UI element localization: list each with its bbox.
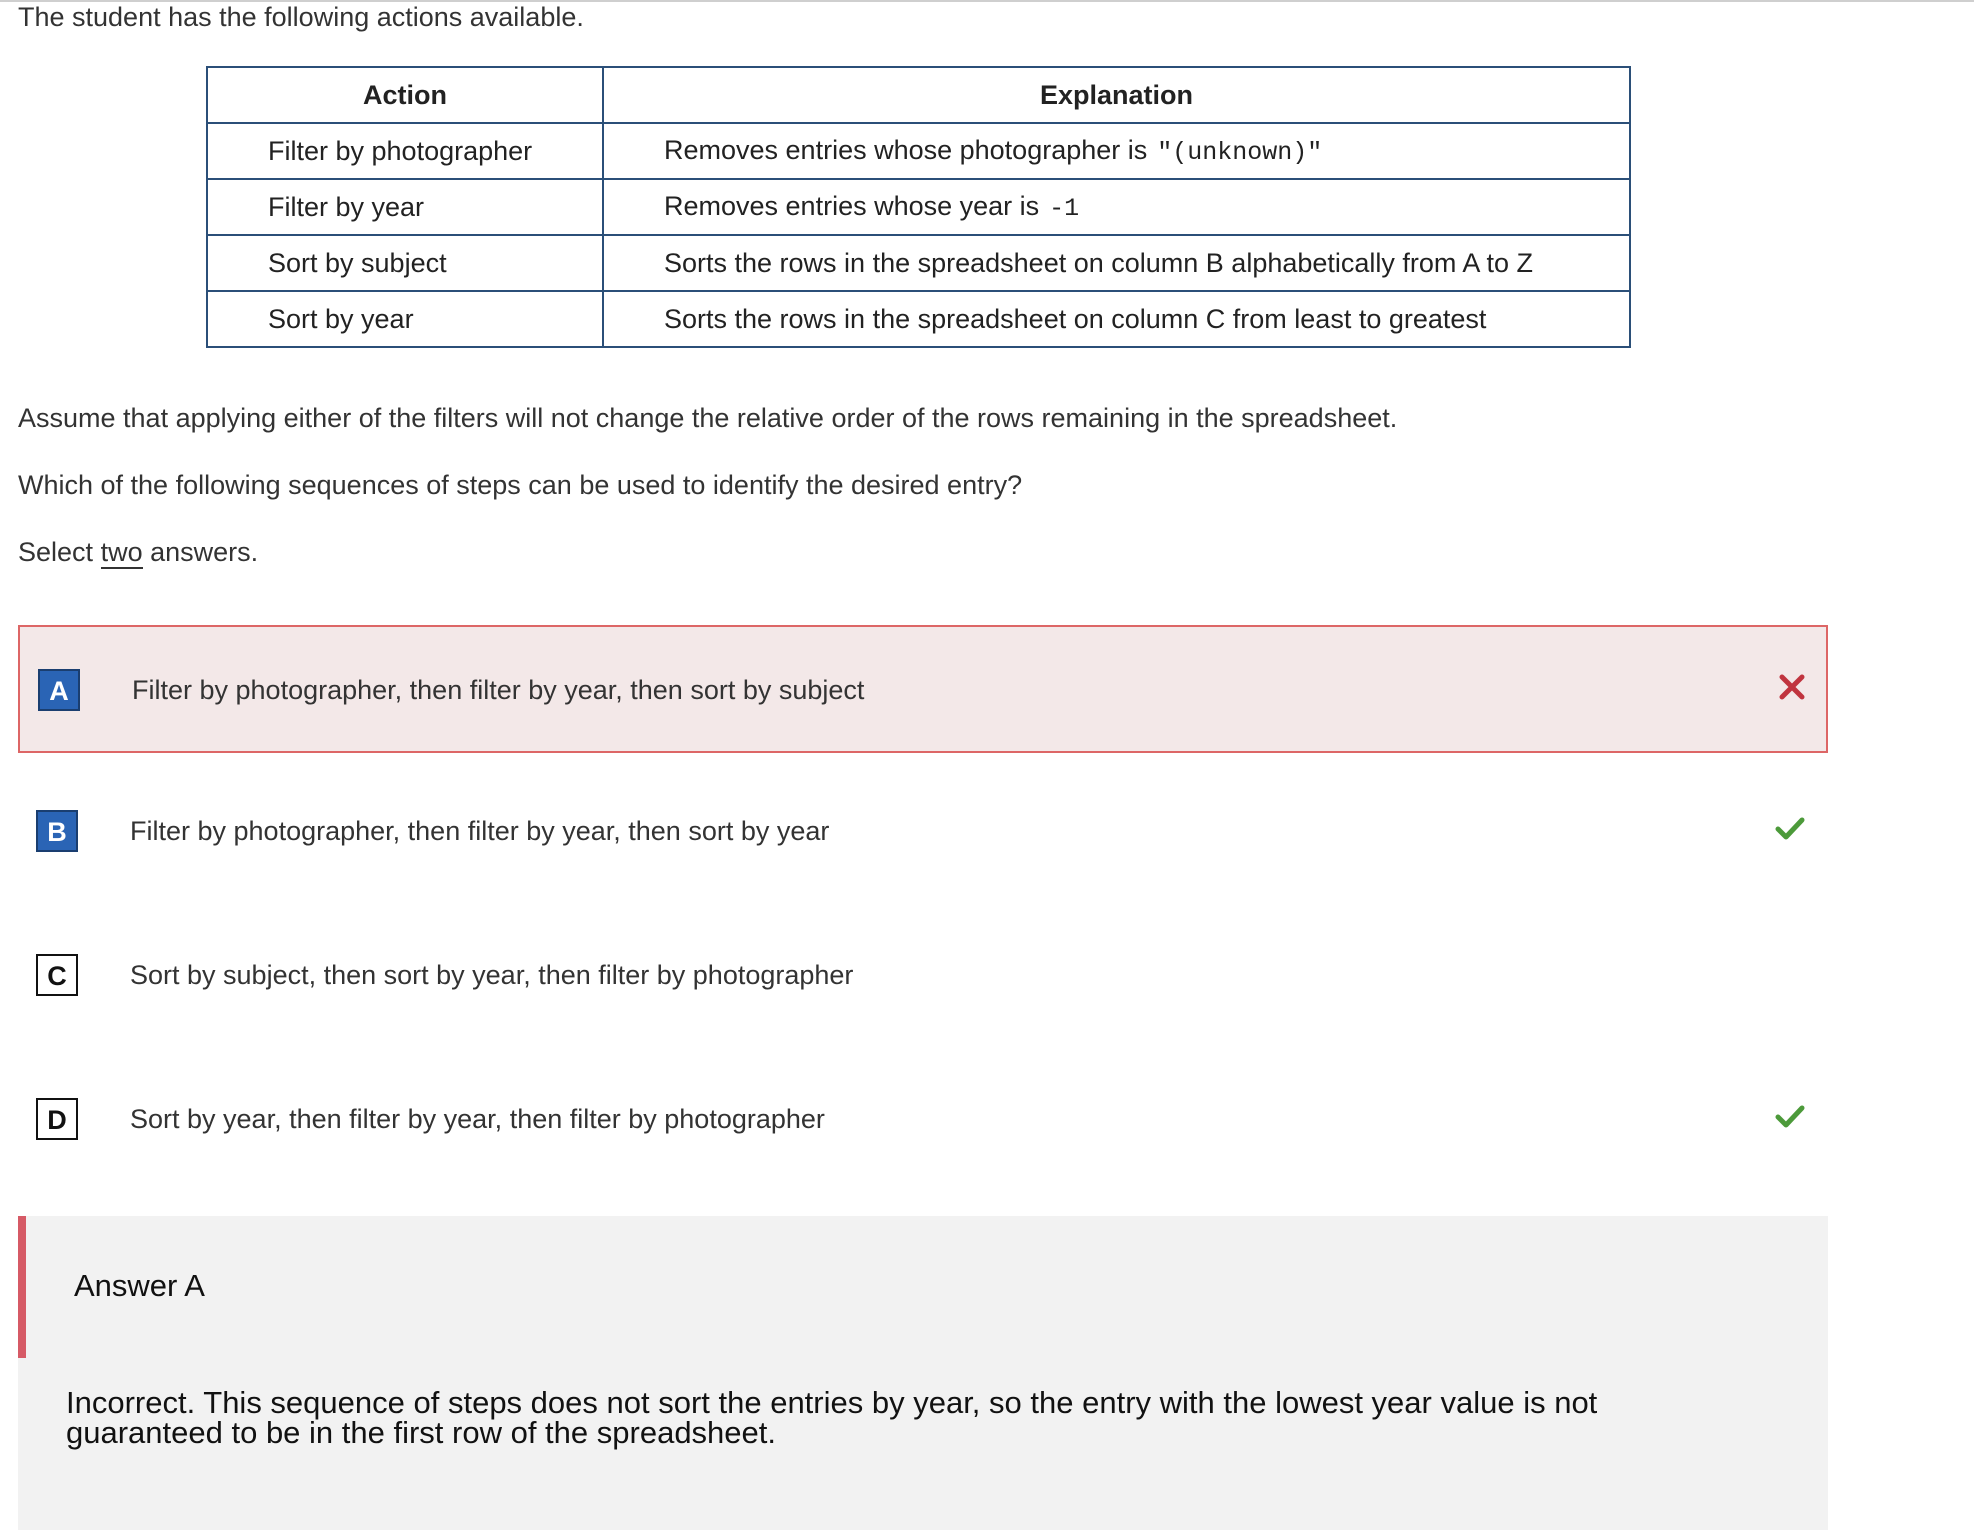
feedback-body: Incorrect. This sequence of steps does not sort the entries by year, so the entry with the lowest year value is not guaranteed to be in the first row of the spreadsheet. (66, 1385, 1598, 1450)
explanation-text: Removes entries whose photographer is (664, 135, 1148, 165)
answer-choice-b[interactable] (18, 768, 1828, 896)
select-count: two (100, 537, 143, 567)
select-instruction (18, 537, 258, 568)
explanation-cell: Sorts the rows in the spreadsheet on column C from least to greatest (603, 291, 1630, 347)
choice-letter-c: C (36, 954, 78, 996)
incorrect-x-icon (1772, 667, 1812, 707)
feedback-panel (18, 1216, 1828, 1530)
explanation-text: Removes entries whose year is (664, 191, 1040, 221)
question-text: Which of the following sequences of steps can be used to identify the desired entry? (18, 470, 1023, 500)
choice-text-a: Filter by photographer, then filter by year, then sort by subject (132, 675, 865, 705)
explanation-cell: Sorts the rows in the spreadsheet on column B alphabetically from A to Z (603, 235, 1630, 291)
table-row (207, 179, 1630, 235)
correct-check-icon (1770, 808, 1810, 848)
answer-choice-c[interactable] (18, 912, 1828, 1040)
explanation-cell (603, 123, 1630, 179)
action-cell: Filter by year (207, 179, 603, 235)
choice-letter-a: A (38, 669, 80, 711)
select-suffix: answers. (150, 537, 259, 567)
action-cell: Sort by subject (207, 235, 603, 291)
actions-table (206, 66, 1631, 348)
action-cell: Sort by year (207, 291, 603, 347)
table-row (207, 291, 1630, 347)
table-row (207, 123, 1630, 179)
feedback-title: Answer A (74, 1268, 205, 1303)
correct-check-icon (1770, 1096, 1810, 1136)
intro-text: The student has the following actions available. (18, 2, 584, 32)
answer-choice-d[interactable] (18, 1056, 1828, 1184)
answer-choice-a[interactable] (18, 625, 1828, 753)
table-row (207, 235, 1630, 291)
choice-letter-d: D (36, 1098, 78, 1140)
code-value: -1 (1049, 194, 1080, 223)
explanation-cell (603, 179, 1630, 235)
select-prefix: Select (18, 537, 94, 567)
choice-text-b: Filter by photographer, then filter by year, then sort by year (130, 816, 830, 846)
feedback-accent-bar (18, 1216, 26, 1358)
column-header-action: Action (207, 67, 603, 123)
choice-text-d: Sort by year, then filter by year, then filter by photographer (130, 1104, 825, 1134)
column-header-explanation: Explanation (603, 67, 1630, 123)
choice-text-c: Sort by subject, then sort by year, then filter by photographer (130, 960, 854, 990)
table-header-row (207, 67, 1630, 123)
action-cell: Filter by photographer (207, 123, 603, 179)
choice-letter-b: B (36, 810, 78, 852)
code-value: "(unknown)" (1157, 138, 1323, 167)
assumption-text: Assume that applying either of the filters will not change the relative order of the rows remaining in the spreadsheet. (18, 403, 1398, 433)
